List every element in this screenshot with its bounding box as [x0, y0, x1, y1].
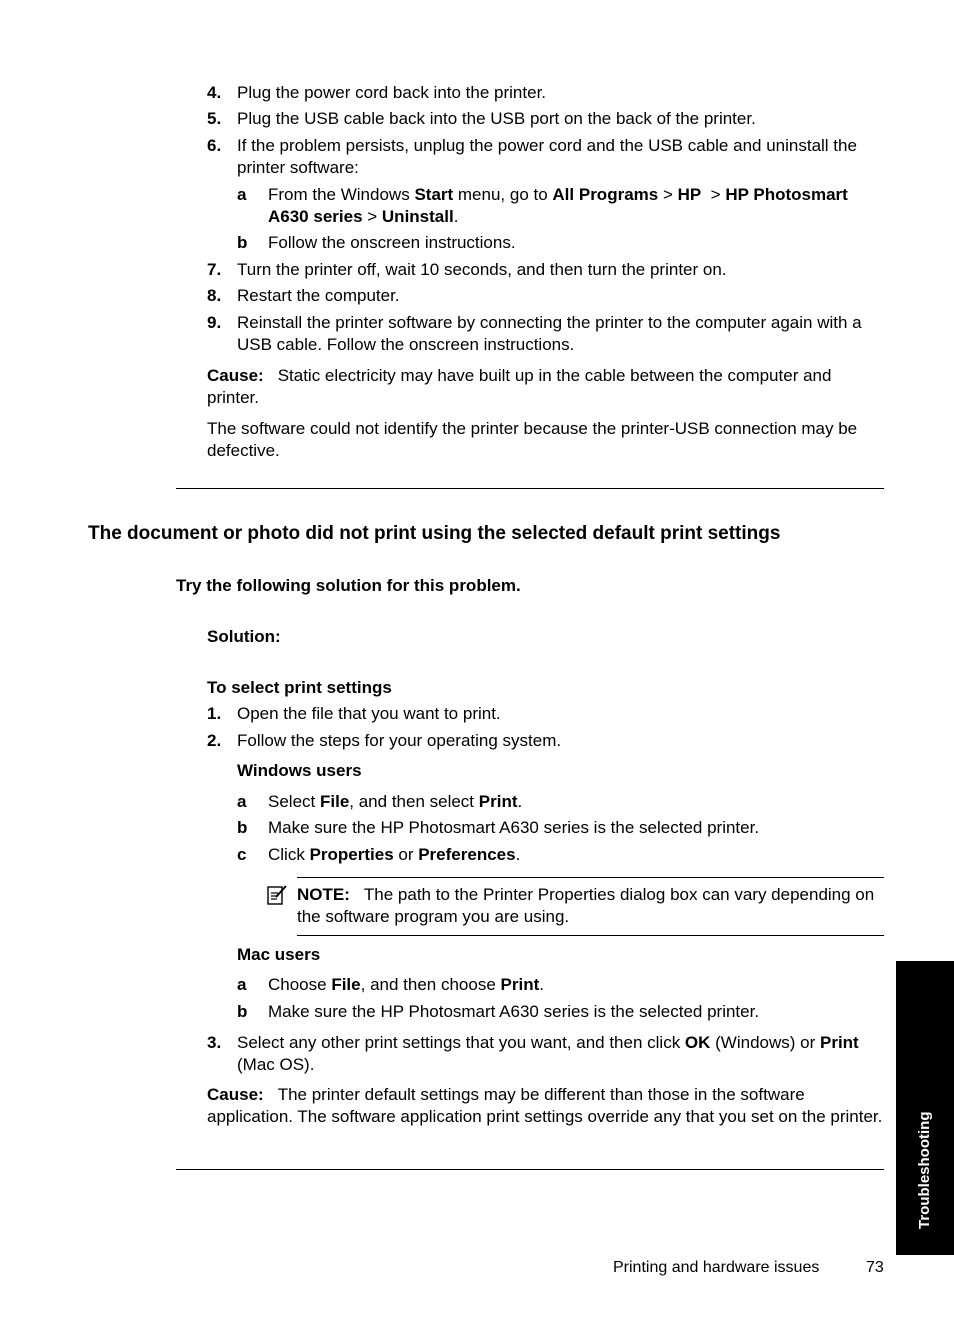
print-label: Print	[820, 1033, 859, 1052]
file-menu-label: File	[319, 792, 350, 811]
preferences-label: Preferences	[418, 845, 516, 864]
chapter-side-tab	[896, 961, 954, 1255]
cause-detail: The software could not identify the printer because the printer-USB connection may be defective.	[207, 419, 858, 460]
proc-step-3	[207, 1032, 887, 1076]
uninstall-label: Uninstall	[381, 207, 454, 226]
cause-text: Static electricity may have built up in the cable between the computer and printer.	[207, 366, 832, 407]
windows-users-heading: Windows users	[237, 761, 362, 780]
step-4	[207, 82, 887, 104]
note-icon	[266, 884, 288, 906]
substep-letter: a	[237, 185, 247, 204]
step-number: 8.	[207, 286, 222, 305]
solution-label: Solution:	[207, 627, 281, 646]
step-number: 7.	[207, 260, 222, 279]
substep-letter: b	[237, 1002, 248, 1021]
cause-label: Cause:	[207, 1085, 264, 1104]
windows-step-c	[237, 844, 887, 866]
section-title: The document or photo did not print using the selected default print settings	[88, 523, 781, 544]
substep-text: Make sure the HP Photosmart A630 series is the selected printer.	[268, 1002, 760, 1021]
all-programs-label: All Programs	[552, 185, 659, 204]
print-command-label: Print	[478, 792, 518, 811]
step-7	[207, 259, 887, 281]
substep-letter: c	[237, 845, 247, 864]
substep-text: Choose File, and then choose Print.	[268, 975, 544, 994]
substep-text: From the Windows Start menu, go to All Programs > HP > HP Photosmart A630 series > Uninstall.	[268, 185, 848, 226]
proc-step-2	[207, 730, 887, 752]
step-text: Follow the steps for your operating system.	[237, 731, 562, 750]
substep-text: Make sure the HP Photosmart A630 series is the selected printer.	[268, 818, 760, 837]
cause-paragraph	[207, 365, 887, 409]
note-top-rule	[297, 877, 884, 878]
windows-step-a	[237, 791, 887, 813]
file-menu-label: File	[331, 975, 361, 994]
step-6b	[237, 232, 887, 254]
mac-step-b	[237, 1001, 887, 1023]
section-divider	[176, 488, 884, 489]
step-text: If the problem persists, unplug the power cord and the USB cable and uninstall the printer software:	[237, 136, 857, 177]
substep-text: Follow the onscreen instructions.	[268, 233, 516, 252]
substep-letter: a	[237, 975, 247, 994]
note-bottom-rule	[297, 935, 884, 936]
step-text: Select any other print settings that you want, and then click OK (Windows) or Print (Mac OS).	[237, 1033, 859, 1074]
mac-step-a	[237, 974, 887, 996]
step-number: 5.	[207, 109, 222, 128]
windows-step-b	[237, 817, 887, 839]
step-number: 3.	[207, 1033, 222, 1052]
step-text: Restart the computer.	[237, 286, 400, 305]
print-command-label: Print	[500, 975, 540, 994]
step-text: Open the file that you want to print.	[237, 704, 501, 723]
step-number: 1.	[207, 704, 222, 723]
note-text: NOTE: The path to the Printer Properties dialog box can vary depending on the software program you are using.	[297, 885, 875, 926]
substep-letter: a	[237, 792, 247, 811]
step-6a	[237, 184, 887, 228]
ok-label: OK	[684, 1033, 711, 1052]
step-number: 9.	[207, 313, 222, 332]
note-label: NOTE:	[297, 885, 350, 904]
step-5	[207, 108, 887, 130]
step-6	[207, 135, 887, 179]
cause-text: The printer default settings may be different than those in the software application. The software application print settings override any that you set on the printer.	[207, 1085, 883, 1126]
step-number: 2.	[207, 731, 222, 750]
page-number: 73	[866, 1259, 884, 1276]
substep-letter: b	[237, 233, 248, 252]
section-divider	[176, 1169, 884, 1170]
substep-letter: b	[237, 818, 248, 837]
proc-step-1	[207, 703, 887, 725]
properties-label: Properties	[309, 845, 394, 864]
step-number: 6.	[207, 136, 222, 155]
hp-photosmart-label: HP Photosmart A630 series	[268, 185, 848, 226]
step-text: Turn the printer off, wait 10 seconds, and then turn the printer on.	[237, 260, 727, 279]
hp-label: HP	[677, 185, 702, 204]
substep-text: Select File, and then select Print.	[268, 792, 523, 811]
step-text: Plug the power cord back into the printer.	[237, 83, 547, 102]
step-8	[207, 285, 887, 307]
footer-section-name: Printing and hardware issues	[613, 1259, 820, 1276]
step-number: 4.	[207, 83, 222, 102]
mac-users-heading: Mac users	[237, 945, 321, 964]
try-solution-text: Try the following solution for this problem.	[176, 576, 521, 595]
cause-paragraph	[207, 1084, 887, 1128]
step-9	[207, 312, 887, 356]
cause-label: Cause:	[207, 366, 264, 385]
step-text: Reinstall the printer software by connecting the printer to the computer again with a USB cable. Follow the onscreen instructions.	[237, 313, 862, 354]
substep-text: Click Properties or Preferences.	[268, 845, 521, 864]
start-menu-label: Start	[414, 185, 454, 204]
procedure-title: To select print settings	[207, 678, 392, 697]
side-tab-label: Troubleshooting	[916, 1111, 933, 1229]
step-text: Plug the USB cable back into the USB port on the back of the printer.	[237, 109, 756, 128]
